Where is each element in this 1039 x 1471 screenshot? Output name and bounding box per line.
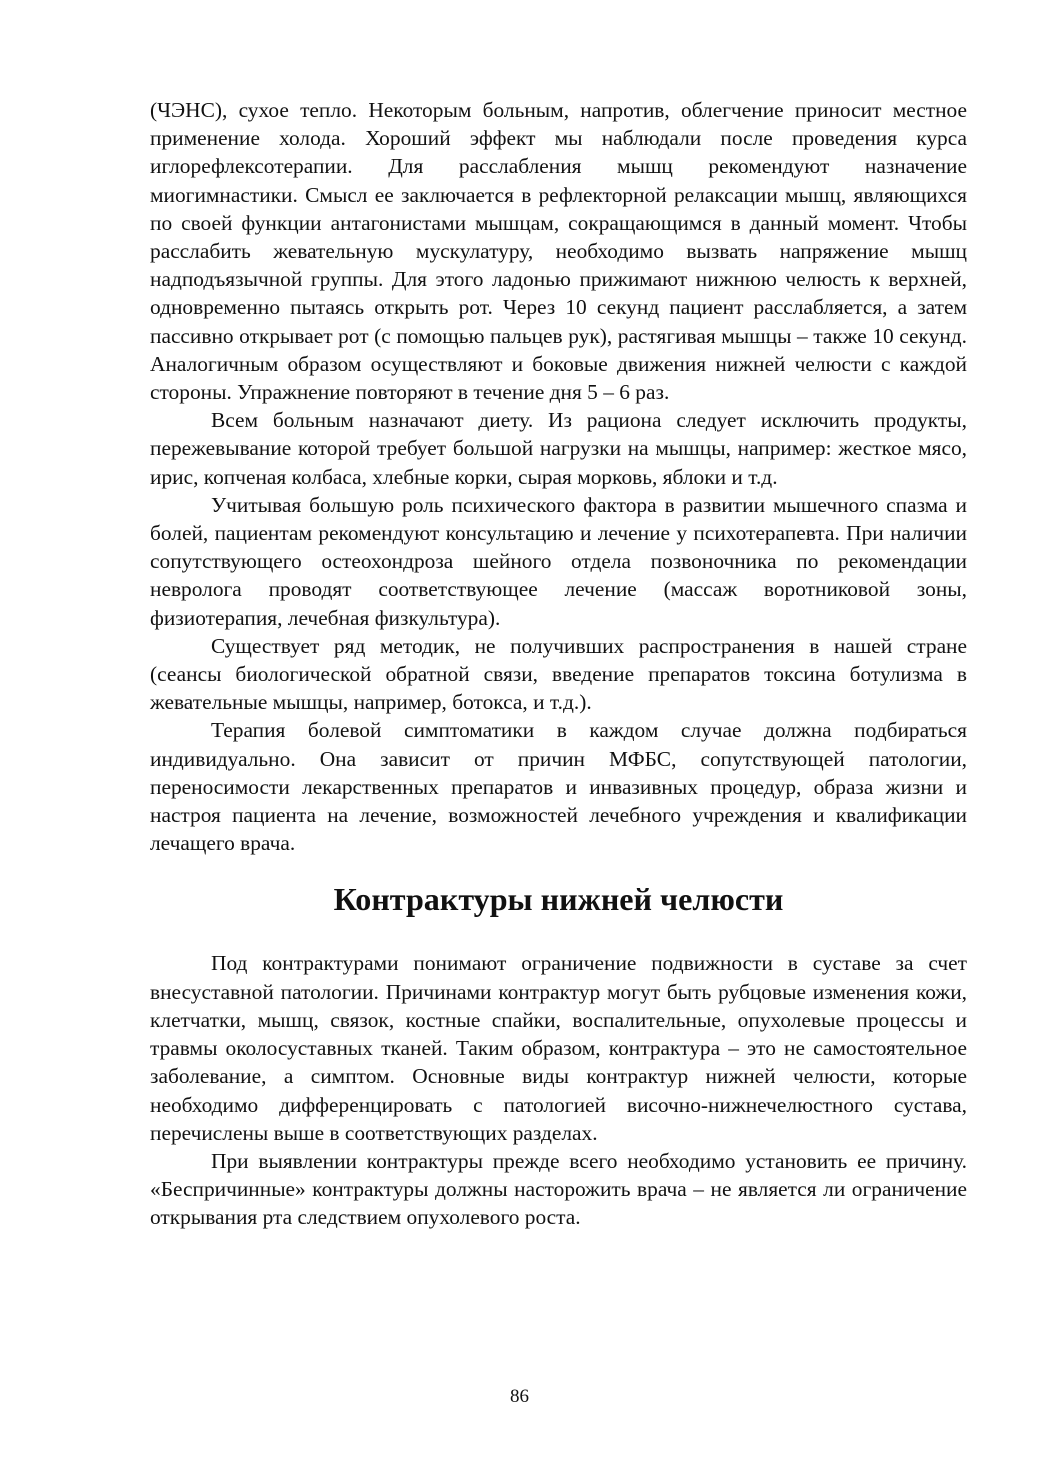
paragraph-7: При выявлении контрактуры прежде всего необходимо установить ее причину. «Беспричинные» контрактуры должны насторожить врача – не является ли ограничение открывания рта следствием опухолевого роста. (150, 1148, 967, 1230)
page-number: 86 (510, 1386, 529, 1407)
paragraph-1: (ЧЭНС), сухое тепло. Некоторым больным, напротив, облегчение приносит местное применение холода. Хороший эффект мы наблюдали после проведения курса иглорефлексотерапии. Для расслабления мышц рекомендуют назначение миогимнастики. Смысл ее заключается в рефлекторной релаксации мышц, являющихся по своей функции антагонистами мышцам, сокращающимся в данный момент. Чтобы расслабить жевательную мускулатуру, необходимо вызвать напряжение мышц надподъязычной группы. Для этого ладонью прижимают нижнюю челюсть к верхней, одновременно пытаясь открыть рот. Через 10 секунд пациент расслабляется, а затем пассивно открывает рот (с помощью пальцев рук), растягивая мышцы – также 10 секунд. Аналогичным образом осуществляют и боковые движения нижней челюсти с каждой стороны. Упражнение повторяют в течение дня 5 – 6 раз. (150, 98, 967, 405)
paragraph-2: Всем больным назначают диету. Из рациона следует исключить продукты, пережевывание которой требует большой нагрузки на мышцы, например: жесткое мясо, ирис, копченая колбаса, хлебные корки, сырая морковь, яблоки и т.д. (150, 408, 967, 489)
paragraph-6: Под контрактурами понимают ограничение подвижности в суставе за счет внесуставной патологии. Причинами контрактур могут быть рубцовые изменения кожи, клетчатки, мышц, связок, костные спайки, воспалительные, опухолевые процессы и травмы околосуставных тканей. Таким образом, контрактура – это не самостоятельное заболевание, а симптом. Основные виды контрактур нижней челюсти, которые необходимо дифференцировать с патологией височно-нижнечелюстного сустава, перечислены выше в соответствующих разделах. (150, 951, 967, 1145)
paragraph-5: Терапия болевой симптоматики в каждом случае должна подбираться индивидуально. Она зависит от причин МФБС, сопутствующей патологии, переносимости лекарственных препаратов и инвазивных процедур, образа жизни и настроя пациента на лечение, возможностей лечебного учреждения и квалификации лечащего врача. (150, 718, 967, 856)
page-body (150, 96, 967, 1232)
paragraph-4: Существует ряд методик, не получивших распространения в нашей стране (сеансы биологической обратной связи, введение препаратов токсина ботулизма в жевательные мышцы, например, ботокса, и т.д.). (150, 633, 967, 715)
paragraph-3: Учитывая большую роль психического фактора в развитии мышечного спазма и болей, пациентам рекомендуют консультацию и лечение у психотерапевта. При наличии сопутствующего остеохондроза шейного отдела позвоночника по рекомендации невролога проводят соответствующее лечение (массаж воротниковой зоны, физиотерапия, лечебная физкультура). (150, 492, 967, 630)
section-heading: Контрактуры нижней челюсти (333, 881, 784, 918)
